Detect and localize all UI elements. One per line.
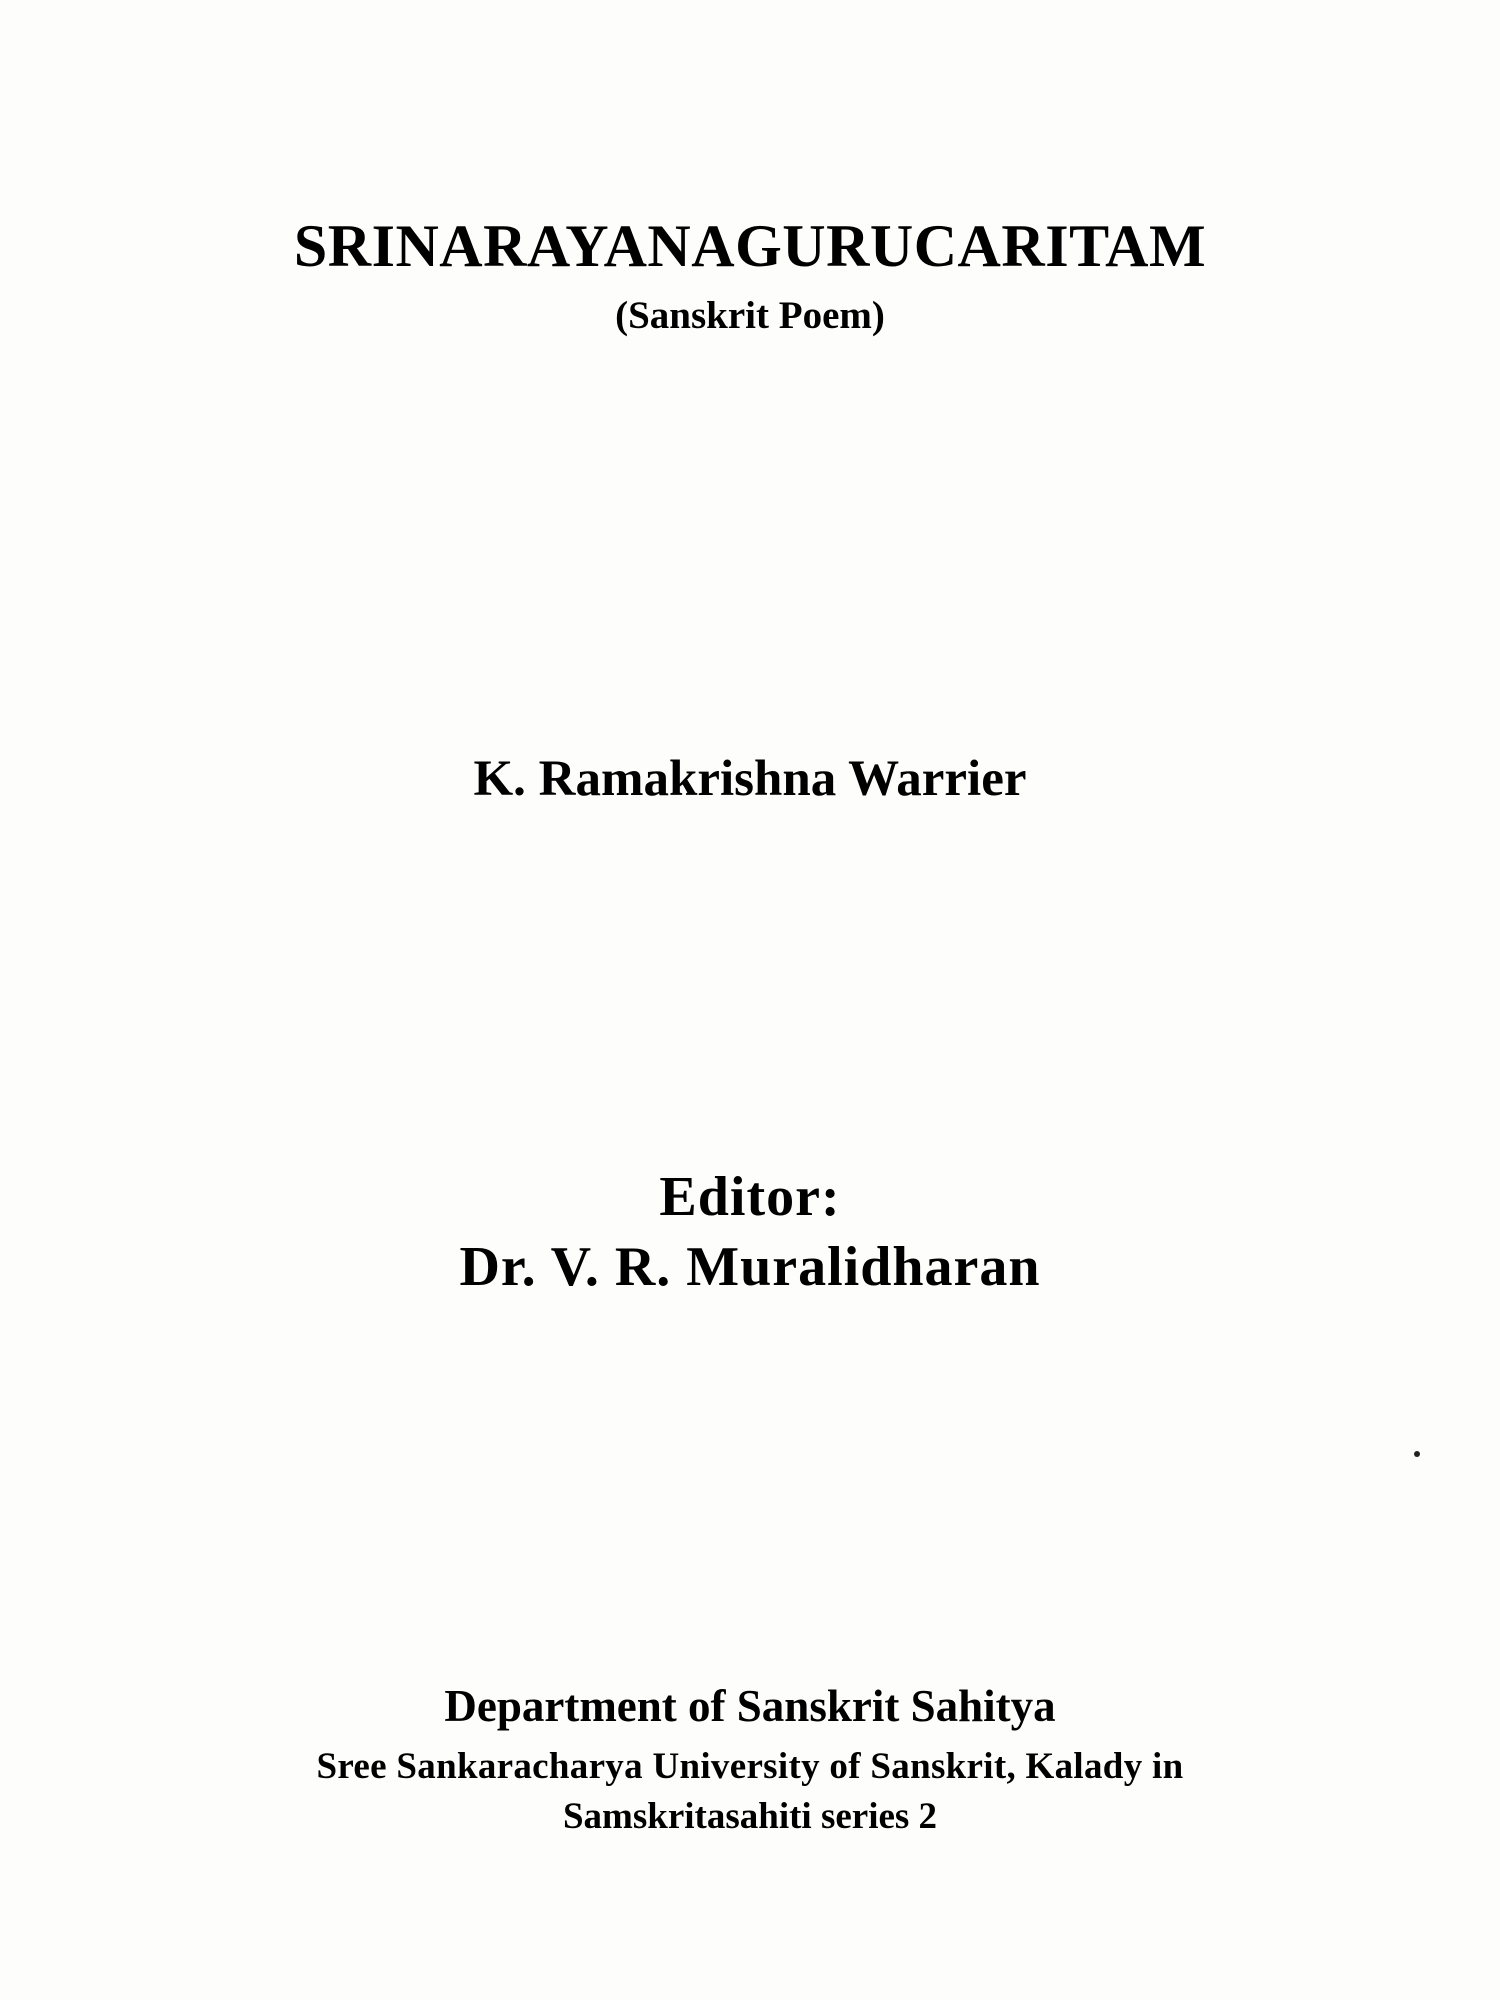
publisher-series: Samskritasahiti series 2 <box>562 1796 938 1837</box>
author-name: K. Ramakrishna Warrier <box>473 751 1027 807</box>
ink-speck <box>1414 1451 1420 1457</box>
book-subtitle: (Sanskrit Poem) <box>615 294 885 337</box>
editor-name: Dr. V. R. Muralidharan <box>459 1236 1041 1298</box>
publisher-department: Department of Sanskrit Sahitya <box>444 1681 1056 1731</box>
publisher-university: Sree Sankaracharya University of Sanskrit, Kalady in <box>316 1746 1184 1787</box>
book-title: SRINARAYANAGURUCARITAM <box>293 213 1207 279</box>
editor-label: Editor: <box>659 1166 841 1228</box>
